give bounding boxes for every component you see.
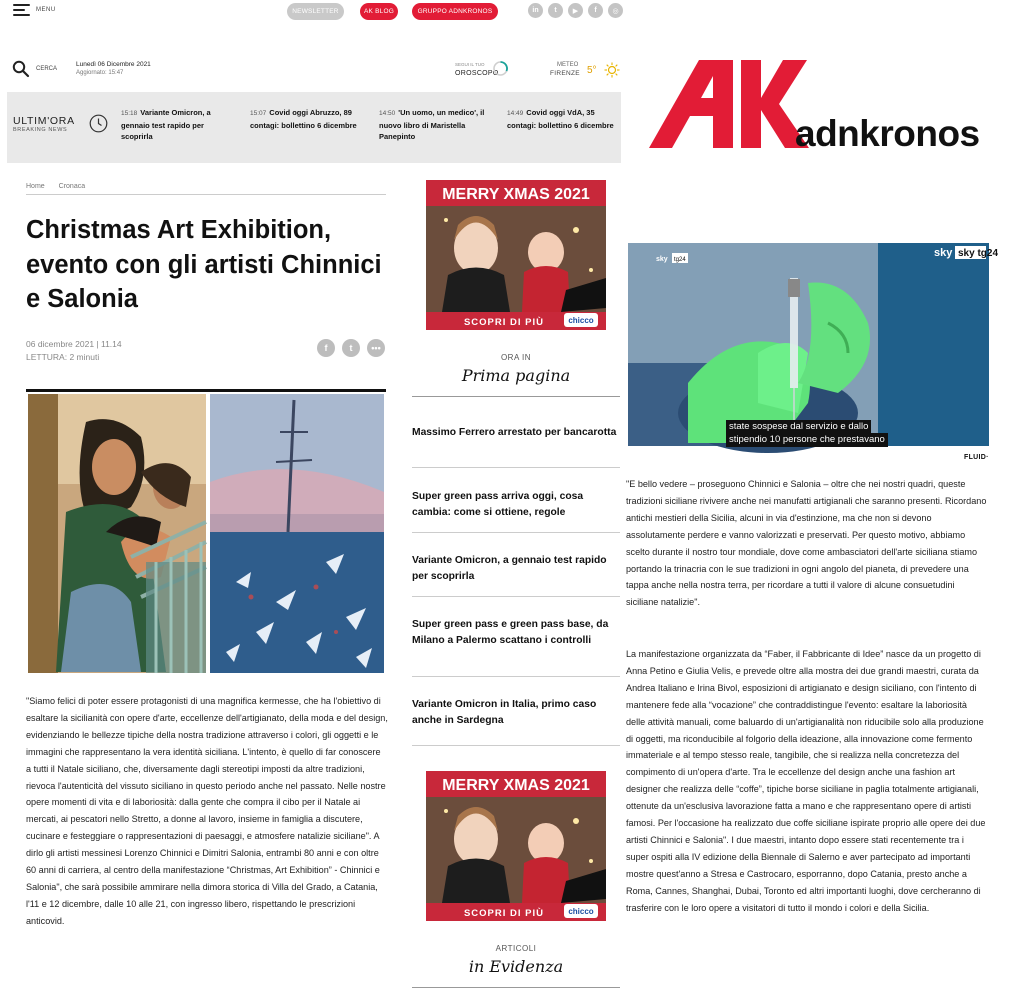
sun-icon (604, 62, 620, 78)
news-item[interactable] (412, 489, 620, 520)
breaking-time: 15:18 (121, 110, 138, 117)
breaking-item[interactable] (507, 107, 617, 131)
breaking-text: Covid oggi Abruzzo, 89 contagi: bollettino 6 dicembre (250, 108, 357, 130)
breaking-title: ULTIM'ORA (13, 115, 75, 127)
prima-pagina-title: Prima pagina (461, 366, 571, 385)
oroscopo-link[interactable]: OROSCOPO (455, 70, 499, 77)
reading-time: LETTURA: 2 minuti (26, 352, 100, 362)
video-caption: stipendio 10 persone che prestavano (726, 433, 888, 447)
breaking-time: 14:49 (507, 110, 524, 117)
clock-icon (89, 114, 108, 133)
twitter-icon[interactable]: t (548, 3, 563, 18)
breaking-time: 15:07 (250, 110, 267, 117)
meteo-label: METEO (557, 62, 579, 68)
divider (26, 194, 386, 195)
ad-brand: chicco (568, 316, 594, 325)
meteo-city[interactable]: FIRENZE (550, 70, 580, 77)
video-player[interactable] (628, 243, 999, 446)
divider (412, 745, 620, 746)
current-date: Lunedì 06 Dicembre 2021 (76, 61, 151, 68)
in-evidenza-title: in Evidenza (468, 957, 564, 976)
breaking-time: 14:50 (379, 110, 396, 117)
breaking-item[interactable] (379, 107, 494, 143)
video-frame (628, 243, 999, 446)
menu-button[interactable] (13, 4, 56, 16)
divider (412, 596, 620, 597)
search-label[interactable]: CERCA (36, 66, 58, 72)
header-row (0, 56, 628, 82)
breadcrumb (26, 183, 97, 190)
breaking-item[interactable] (250, 107, 365, 131)
breadcrumb-home[interactable]: Home (26, 183, 45, 190)
news-item[interactable] (412, 697, 620, 728)
article-title: Christmas Art Exhibition, evento con gli artisti Chinnici e Salonia (26, 216, 382, 313)
article-date: 06 dicembre 2021 | 11.14 (26, 339, 122, 349)
twitter-share-icon[interactable]: t (342, 339, 360, 357)
news-item[interactable] (412, 617, 620, 648)
ad-headline: MERRY XMAS 2021 (442, 777, 590, 794)
divider (412, 532, 620, 533)
news-title: Super green pass arriva oggi, cosa cambia: come si ottiene, regole (412, 491, 584, 518)
news-title: Massimo Ferrero arrestato per bancarotta (412, 427, 617, 438)
breaking-text: Variante Omicron, a gennaio test rapido per scoprirla (121, 108, 211, 141)
articoli-label: ARTICOLI (495, 944, 537, 953)
news-title: Variante Omicron, a gennaio test rapido per scoprirla (412, 555, 607, 582)
ad-brand: chicco (568, 907, 594, 916)
oroscopo-icon[interactable] (492, 60, 509, 77)
ad-cta: SCOPRI DI PIÙ (463, 908, 545, 919)
player-logo: FLUID· (964, 454, 989, 461)
divider (412, 396, 620, 397)
breadcrumb-cronaca[interactable]: Cronaca (58, 183, 86, 190)
meteo-temperature: 5° (587, 65, 597, 76)
breaking-text: Covid oggi VdA, 35 contagi: bollettino 6 dicembre (507, 108, 614, 130)
article-image (26, 392, 386, 675)
divider (412, 987, 620, 988)
adnkronos-logo[interactable] (649, 58, 979, 158)
video-caption: state sospese dal servizio e dallo (726, 420, 871, 434)
news-item[interactable] (412, 425, 620, 441)
svg-text:tg24: tg24 (674, 257, 686, 263)
article-body-continued: "E bello vedere – proseguono Chinnici e Salonia – oltre che nei nostri quadri, queste tradizioni siciliane rivivere anche nei manufatti artigianali che saranno presenti. Ricordano antichi mestieri della Sicilia, alcuni in via d'estinzione, ma che non si devono assolutamente perdere e vanno valorizzati e preservati. Per questo motivo, abbiamo scelto durante il nostro tour mondiale, dove come ambasciatori dell'arte siciliana stiamo portando la trinacria con le sue tradizioni in ogni angolo del pianeta, di prevedere una tappa anche nella nostra terra, per ricordare a tutti il valore di alcune consuetudini siciliane natalizie". (626, 479, 987, 608)
search-icon[interactable] (12, 60, 30, 78)
gruppo-adnkronos-button[interactable]: GRUPPO ADNKRONOS (412, 3, 498, 20)
top-bar (0, 0, 628, 24)
news-title: Super green pass e green pass base, da Milano a Palermo scattano i controlli (412, 619, 609, 646)
ad-headline: MERRY XMAS 2021 (442, 186, 590, 203)
article-body: "Siamo felici di poter essere protagonisti di una magnifica kermesse, che ha l'obiettivo di esaltare la sicilianità con opere d'arte, eccellenze dell'artigianato, della moda e del design, evidenziando le bellezze tipiche della nostra tradizione attraverso i colori, gli oggetti e le immagini che rappresentano la vera identità siciliana. L'intento, è quello di far conoscere a tutti il Natale siciliano, che, diversamente dagli stereotipi imposti da altre tradizioni, rievoca l'autenticità del vissuto siciliano in questo periodo anche nel passato. Nelle nostre opere momenti di vita e di laboriosità: dalla gente che compra il cibo per il Natale ai mercati, ai pescatori nello Stretto, a donne al lavoro, insieme in famiglia a discutere, cucinare e festeggiare o rappresentazioni di paesaggi, e atmosfere natalizie siciliane". A dirlo gli artisti messinesi Lorenzo Chinnici e Dimitri Salonia, entrambi 80 anni e con oltre 60 anni di carriera, al centro della manifestazione “Christmas, Art Exhibition” - Chinnici e Salonia", che sarà possibile ammirare nella dimora storica di Villa del Grado, a Catania, l'11 e 12 dicembre, dalle 10 alle 21, con ingresso libero, rispettando le prescrizioni anticovid. (26, 696, 388, 926)
updated-time: Aggiornato: 15:47 (76, 70, 124, 76)
news-title: Variante Omicron in Italia, primo caso anche in Sardegna (412, 699, 597, 726)
ak-blog-button[interactable]: AK BLOG (360, 3, 398, 20)
ad-banner[interactable] (426, 180, 606, 330)
linkedin-icon[interactable]: in (528, 3, 543, 18)
divider (412, 467, 620, 468)
svg-text:sky: sky (656, 256, 668, 263)
breaking-subtitle: BREAKING NEWS (13, 127, 68, 133)
youtube-icon[interactable]: ▶ (568, 3, 583, 18)
hamburger-icon (13, 4, 30, 16)
divider (412, 676, 620, 677)
facebook-icon[interactable]: f (588, 3, 603, 18)
instagram-icon[interactable]: ◎ (608, 3, 623, 18)
more-share-icon[interactable]: ••• (367, 339, 385, 357)
article-body-continued: La manifestazione organizzata da “Faber, il Fabbricante di Idee” nasce da un progetto di Anna Petino e Giulia Velis, e prevede oltre alla mostra dei due grandi maestri, curata da Andrea Italiano e Irina Bivol, esposizioni di artigianato e design siciliano, con l'intento di mantenere fede alla “vocazione” che contraddistingue l'evento: esaltare la laboriosità delle attività manuali, come baluardo di un'artigianalità non riducibile solo alla produzione di oggetti, ma riconducibile al folgorio della ideazione, alla innovazione come fermento immateriale e al tempo stesso reale, tangibile, che si realizza nella concretezza del compimento di un'opera d'arte. Tra le eccellenze del design anche una fashion art designer che realizza delle “coffe”, tipiche borse siciliane in paglia totalmente artigianali, ottenute da un'esclusiva lavorazione fatta a mano e che rappresentano opere di artisti famosi. Per l'occasione ha realizzato due coffe siciliane ispirate proprio alle opere dei due artisti Chinnici e Salonia". I due maestri, intanto dopo essere stati recentemente tra i super ospiti alla IV edizione della Biennale di Salerno e aver partecipato ad importanti mostre quest'anno a Stresa e Castrocaro, esporranno, dopo Catania, presto anche a Roma, Cannes, Shanghai, Dubai, Toronto ed altri importanti luoghi, dove cercheranno di trasferire con le loro opere a visitatori di tutto il mondo i colori e della Sicilia. (626, 649, 986, 913)
logo-wordmark: adnkronos (795, 113, 980, 154)
oroscopo-kicker: SEGUI IL TUO (455, 62, 485, 67)
newsletter-button[interactable]: NEWSLETTER (287, 3, 344, 20)
breaking-item[interactable] (121, 107, 236, 143)
facebook-share-icon[interactable]: f (317, 339, 335, 357)
breaking-text: 'Un uomo, un medico', il nuovo libro di Maristella Panepinto (379, 108, 485, 141)
svg-text:sky: sky (934, 247, 953, 259)
ora-in-label: ORA IN (500, 353, 532, 362)
social-links (528, 3, 623, 18)
menu-label: MENU (36, 7, 56, 13)
news-item[interactable] (412, 553, 620, 584)
video-brand: sky tg24 (958, 248, 999, 259)
ad-banner[interactable] (426, 771, 606, 921)
breaking-news-bar (7, 92, 621, 163)
ad-cta: SCOPRI DI PIÙ (463, 317, 545, 328)
